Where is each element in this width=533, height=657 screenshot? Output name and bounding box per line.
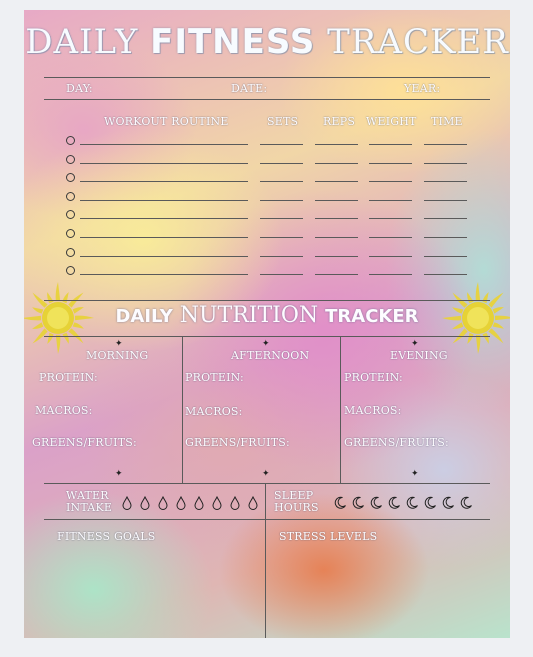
workout-routine-line[interactable] (80, 274, 248, 275)
workout-cell-line[interactable] (369, 218, 412, 219)
bottom-divider (265, 483, 266, 638)
star-icon: ✦ (411, 339, 419, 349)
date-label[interactable]: DATE: (231, 82, 268, 95)
info-bottom-line (44, 99, 490, 100)
workout-cell-line[interactable] (369, 163, 412, 164)
workout-cell-line[interactable] (369, 256, 412, 257)
water-drop-icon[interactable] (140, 496, 150, 510)
workout-cell-line[interactable] (315, 200, 358, 201)
workout-checkbox[interactable] (66, 155, 75, 164)
title-tracker: TRACKER (327, 22, 509, 62)
reps-header: REPS (323, 115, 356, 128)
title-fitness: FITNESS (150, 22, 316, 62)
water-label-line2: INTAKE (66, 501, 113, 514)
workout-routine-line[interactable] (80, 144, 248, 145)
workout-cell-line[interactable] (369, 274, 412, 275)
afternoon-header: AFTERNOON (231, 349, 310, 362)
nutrition-title-tracker: TRACKER (325, 306, 419, 327)
workout-routine-line[interactable] (80, 256, 248, 257)
workout-checkbox[interactable] (66, 136, 75, 145)
crescent-moon-icon[interactable] (334, 496, 347, 509)
workout-routine-header: WORKOUT ROUTINE (104, 115, 229, 128)
nutrition-title-nutrition: NUTRITION (179, 303, 319, 328)
workout-routine-line[interactable] (80, 237, 248, 238)
workout-cell-line[interactable] (315, 144, 358, 145)
workout-cell-line[interactable] (315, 218, 358, 219)
workout-cell-line[interactable] (260, 218, 303, 219)
star-icon: ✦ (115, 469, 123, 479)
weight-header: WEIGHT (366, 115, 417, 128)
workout-cell-line[interactable] (424, 237, 467, 238)
workout-cell-line[interactable] (424, 163, 467, 164)
workout-checkbox[interactable] (66, 248, 75, 257)
meal-divider-1 (182, 336, 183, 483)
fitness-goals-label[interactable]: FITNESS GOALS (57, 530, 156, 543)
workout-cell-line[interactable] (424, 218, 467, 219)
workout-cell-line[interactable] (315, 163, 358, 164)
water-label-line1: WATER (66, 489, 109, 502)
afternoon-protein[interactable]: PROTEIN: (185, 371, 244, 384)
workout-cell-line[interactable] (424, 144, 467, 145)
workout-cell-line[interactable] (315, 237, 358, 238)
workout-routine-line[interactable] (80, 200, 248, 201)
workout-checkbox[interactable] (66, 229, 75, 238)
workout-routine-line[interactable] (80, 218, 248, 219)
workout-cell-line[interactable] (260, 181, 303, 182)
water-drop-icon[interactable] (212, 496, 222, 510)
workout-cell-line[interactable] (260, 144, 303, 145)
crescent-moon-icon[interactable] (442, 496, 455, 509)
workout-cell-line[interactable] (260, 163, 303, 164)
nutrition-title-daily: DAILY (115, 306, 173, 327)
morning-protein[interactable]: PROTEIN: (39, 371, 98, 384)
workout-cell-line[interactable] (424, 256, 467, 257)
workout-cell-line[interactable] (315, 181, 358, 182)
workout-routine-line[interactable] (80, 181, 248, 182)
workout-cell-line[interactable] (260, 237, 303, 238)
crescent-moon-icon[interactable] (460, 496, 473, 509)
afternoon-macros[interactable]: MACROS: (185, 405, 243, 418)
page-title (24, 22, 510, 62)
fitness-tracker-sheet (24, 10, 510, 638)
crescent-moon-icon[interactable] (370, 496, 383, 509)
workout-cell-line[interactable] (260, 200, 303, 201)
morning-header: MORNING (86, 349, 149, 362)
workout-cell-line[interactable] (369, 237, 412, 238)
star-icon: ✦ (115, 339, 123, 349)
workout-cell-line[interactable] (424, 200, 467, 201)
water-sleep-top-line (44, 483, 490, 484)
morning-greens-fruits[interactable]: GREENS/FRUITS: (32, 436, 137, 449)
workout-routine-line[interactable] (80, 163, 248, 164)
afternoon-greens-fruits[interactable]: GREENS/FRUITS: (185, 436, 290, 449)
stress-levels-label[interactable]: STRESS LEVELS (279, 530, 378, 543)
evening-greens-fruits[interactable]: GREENS/FRUITS: (344, 436, 449, 449)
water-drop-icon[interactable] (194, 496, 204, 510)
meal-divider-2 (340, 336, 341, 483)
water-drop-icon[interactable] (158, 496, 168, 510)
water-intake-label (66, 490, 112, 514)
evening-protein[interactable]: PROTEIN: (344, 371, 403, 384)
water-drop-icon[interactable] (230, 496, 240, 510)
workout-cell-line[interactable] (424, 181, 467, 182)
nutrition-title (24, 303, 510, 328)
evening-header: EVENING (390, 349, 448, 362)
workout-checkbox[interactable] (66, 173, 75, 182)
star-icon: ✦ (262, 469, 270, 479)
crescent-moon-icon[interactable] (388, 496, 401, 509)
crescent-moon-icon[interactable] (352, 496, 365, 509)
crescent-moon-icon[interactable] (424, 496, 437, 509)
sets-header: SETS (267, 115, 299, 128)
workout-checkbox[interactable] (66, 192, 75, 201)
evening-macros[interactable]: MACROS: (344, 404, 402, 417)
nutrition-header-line (44, 336, 490, 337)
water-drop-icon[interactable] (248, 496, 258, 510)
workout-cell-line[interactable] (369, 144, 412, 145)
nutrition-top-line (44, 300, 490, 301)
sleep-hours-label (274, 490, 319, 514)
water-drop-icon[interactable] (176, 496, 186, 510)
workout-cell-line[interactable] (315, 256, 358, 257)
goals-top-line (44, 519, 490, 520)
title-daily: DAILY (25, 22, 139, 62)
sleep-label-line1: SLEEP (274, 489, 314, 502)
workout-cell-line[interactable] (369, 200, 412, 201)
crescent-moon-icon[interactable] (406, 496, 419, 509)
year-label[interactable]: YEAR: (404, 82, 441, 95)
star-icon: ✦ (411, 469, 419, 479)
workout-cell-line[interactable] (260, 256, 303, 257)
day-label[interactable]: DAY: (66, 82, 93, 95)
morning-macros[interactable]: MACROS: (35, 404, 93, 417)
time-header: TIME (431, 115, 463, 128)
workout-checkbox[interactable] (66, 266, 75, 275)
star-icon: ✦ (262, 339, 270, 349)
workout-cell-line[interactable] (315, 274, 358, 275)
sleep-label-line2: HOURS (274, 501, 319, 514)
workout-checkbox[interactable] (66, 210, 75, 219)
workout-cell-line[interactable] (424, 274, 467, 275)
info-top-line (44, 77, 490, 78)
workout-cell-line[interactable] (260, 274, 303, 275)
water-drop-icon[interactable] (122, 496, 132, 510)
workout-cell-line[interactable] (369, 181, 412, 182)
